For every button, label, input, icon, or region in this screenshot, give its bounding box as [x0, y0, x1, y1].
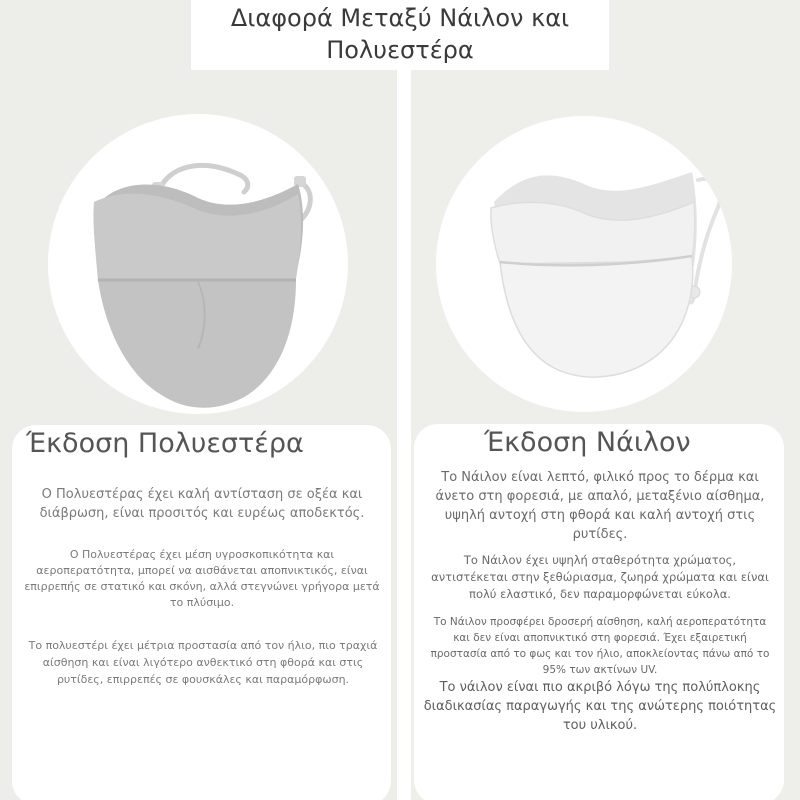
polyester-paragraph-1: Ο Πολυεστέρας έχει καλή αντίσταση σε οξέα και διάβρωση, είναι προσιτός και ευρέως αποδεκτός. [39, 487, 365, 521]
polyester-card [12, 425, 391, 800]
page-title-line1: Διαφορά Μεταξύ Νάιλον και [230, 4, 570, 32]
polyester-heading: Έκδοση Πολυεστέρα [26, 428, 304, 459]
page-title-line2: Πολυεστέρα [326, 36, 474, 64]
nylon-paragraph-2: Το Νάιλον έχει υψηλή σταθερότητα χρώματος, αντιστέκεται στην ξεθώριασμα, ζωηρά χρώματα και είναι πολύ ελαστικό, δεν παραμορφώνεται εύκολα. [431, 553, 769, 601]
nylon-paragraph-3: Το Νάιλον προσφέρει δροσερή αίσθηση, καλή αεροπερατότητα και δεν είναι αποπνικτικό στη φορεσιά. Έχει εξαιρετική προστασία από το φως και τον ήλιο, αποκλείοντας πάνω από το 95% των ακτίνων UV. [430, 616, 770, 676]
polyester-mask-image [48, 114, 348, 414]
white-face-mask-icon [436, 116, 732, 412]
nylon-paragraph-1: Το Νάιλον είναι λεπτό, φιλικό προς το δέρμα και άνετο στη φορεσιά, με απαλό, μεταξένιο αίσθημα, υψηλή αντοχή στη φθορά και καλή αντοχή στις ρυτίδες. [435, 470, 765, 542]
polyester-paragraph-3: Το πολυεστέρι έχει μέτρια προστασία από τον ήλιο, πιο τραχιά αίσθηση και είναι λιγότερο ανθεκτικό στη φθορά και στις ρυτίδες, επιρρεπές σε φουσκάλες και παραμόρφωση. [28, 639, 378, 686]
nylon-mask-image [436, 116, 732, 412]
nylon-paragraph-4: Το νάιλον είναι πιο ακριβό λόγω της πολύπλοκης διαδικασίας παραγωγής και της ανώτερης ποιότητας του υλικού. [423, 680, 777, 733]
gray-face-mask-icon [48, 114, 348, 414]
title-box [191, 0, 609, 70]
nylon-heading: Έκδοση Νάιλον [484, 427, 691, 458]
nylon-card [414, 424, 784, 800]
polyester-paragraph-2: Ο Πολυεστέρας έχει μέση υγροσκοπικότητα και αεροπερατότητα, μπορεί να αισθάνεται αποπνικτικός, είναι επιρρεπής σε στατικό και σκόνη, αλλά στεγνώνει γρήγορα μετά το πλύσιμο. [24, 548, 380, 609]
